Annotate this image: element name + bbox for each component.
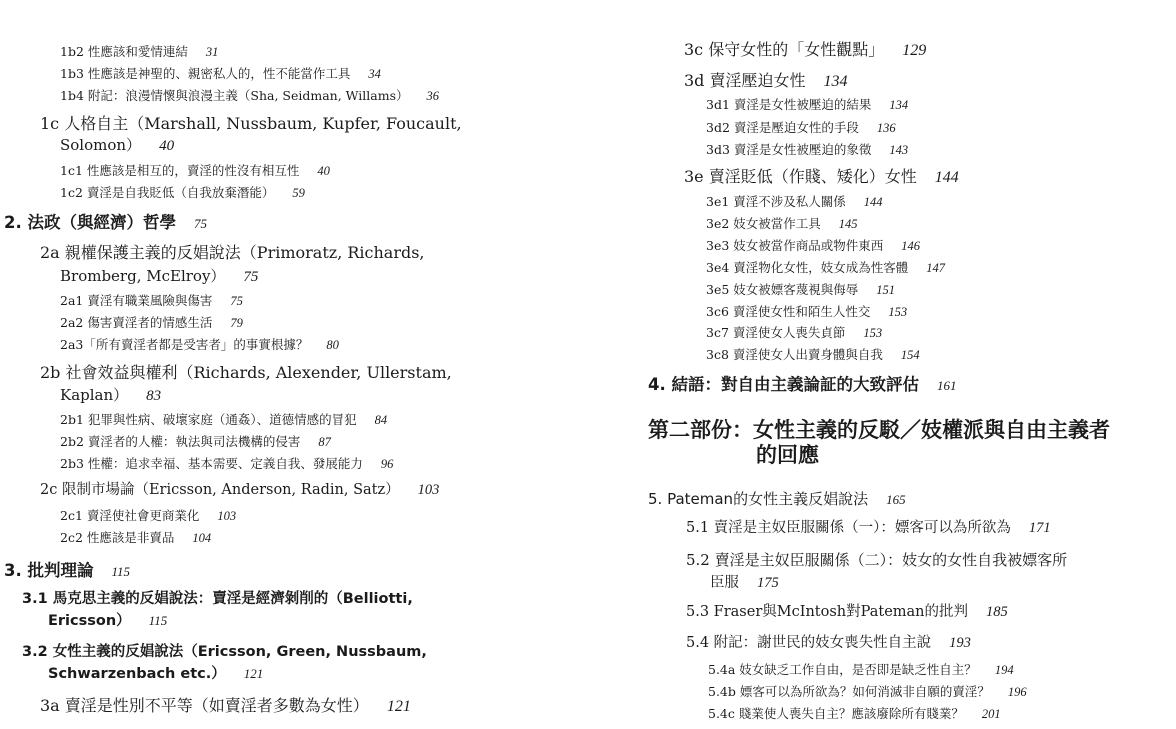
toc-entry-3d: 3d 賣淫壓迫女性 134 [684,71,848,90]
toc-entry-1c1: 1c1 性應該是相互的，賣淫的性沒有相互性 40 [60,163,330,178]
toc-entry-2a-line2: Bromberg, McElroy） 75 [60,267,259,285]
toc-entry-2c1: 2c1 賣淫使社會更商業化 103 [60,508,237,523]
toc-entry-3e5: 3e5 妓女被嫖客蔑視與侮辱 151 [706,282,896,297]
toc-entry-5-3: 5.3 Fraser與McIntosh對Pateman的批判 185 [686,604,1008,620]
toc-entry-1b3: 1b3 性應該是神聖的、親密私人的，性不能當作工具 34 [60,66,381,81]
toc-entry-3e3: 3e3 妓女被當作商品或物件東西 146 [706,238,921,253]
toc-entry-3d1: 3d1 賣淫是女性被壓迫的結果 134 [706,97,909,112]
toc-chapter-4: 4. 結語：對自由主義論証的大致評估 161 [648,375,957,394]
toc-entry-3d2: 3d2 賣淫是壓迫女性的手段 136 [706,120,896,135]
toc-entry-5-2-line1: 5.2 賣淫是主奴臣服關係（二）：妓女的女性自我被嫖客所 [686,551,1068,569]
toc-entry-3e1: 3e1 賣淫不涉及私人關係 144 [706,194,883,209]
toc-entry-3e2: 3e2 妓女被當作工具 145 [706,216,858,231]
part-two-title-line1: 第二部份：女性主義的反駁／妓權派與自由主義者 [648,418,1110,442]
toc-entry-2b-line1: 2b 社會效益與權利（Richards, Alexender, Ullerstam, [40,363,452,382]
toc-entry-3c6: 3c6 賣淫使女性和陌生人性交 153 [706,304,908,319]
toc-entry-2a1: 2a1 賣淫有職業風險與傷害 75 [60,293,243,308]
toc-entry-2a3: 2a3「所有賣淫者都是受害者」的事實根據？ 80 [60,337,339,352]
toc-entry-5-2-line2: 臣服 175 [710,575,779,591]
toc-entry-1c-line1: 1c 人格自主（Marshall, Nussbaum, Kupfer, Foucault, [40,114,462,133]
toc-entry-5-4a: 5.4a 妓女缺乏工作自由，是否即是缺乏性自主？ 194 [708,662,1014,677]
toc-entry-3d3: 3d3 賣淫是女性被壓迫的象徵 143 [706,142,909,157]
toc-entry-2a2: 2a2 傷害賣淫者的情感生活 79 [60,315,243,330]
toc-entry-2c: 2c 限制市場論（Ericsson, Anderson, Radin, Satz） 103 [40,482,440,498]
toc-entry-2b1: 2b1 犯罪與性病、破壞家庭（通姦）、道德情感的冒犯 84 [60,412,388,427]
toc-entry-1b2: 1b2 性應該和愛情連結 31 [60,44,219,59]
toc-entry-1c2: 1c2 賣淫是自我貶低（自我放棄潛能） 59 [60,185,305,200]
toc-entry-3c7: 3c7 賣淫使女人喪失貞節 153 [706,325,883,340]
toc-entry-3c: 3c 保守女性的「女性觀點」 129 [684,40,927,59]
toc-chapter-3: 3. 批判理論 115 [4,561,131,580]
toc-entry-2b-line2: Kaplan） 83 [60,386,162,404]
toc-entry-5-4c: 5.4c 賤業使人喪失自主？應該廢除所有賤業？ 201 [708,706,1001,721]
toc-entry-3-2-line2: Schwarzenbach etc.） 121 [48,666,264,682]
toc-entry-1b4: 1b4 附記：浪漫情懷與浪漫主義（Sha, Seidman, Willams） 36 [60,88,439,103]
toc-entry-3e: 3e 賣淫貶低（作賤、矮化）女性 144 [684,167,959,186]
toc-entry-5-1: 5.1 賣淫是主奴臣服關係（一）：嫖客可以為所欲為 171 [686,520,1051,536]
toc-chapter-5: 5. Pateman的女性主義反娼說法 165 [648,490,906,508]
toc-entry-2b3: 2b3 性權：追求幸福、基本需要、定義自我、發展能力 96 [60,456,394,471]
toc-entry-3-1-line1: 3.1 馬克思主義的反娼說法：賣淫是經濟剝削的（Belliotti, [22,591,413,607]
toc-entry-2c2: 2c2 性應該是非賣品 104 [60,530,212,545]
toc-entry-3-2-line1: 3.2 女性主義的反娼說法（Ericsson, Green, Nussbaum, [22,644,427,660]
toc-entry-2b2: 2b2 賣淫者的人權：執法與司法機構的侵害 87 [60,434,331,449]
part-two-title-line2: 的回應 [756,443,819,467]
toc-entry-3c8: 3c8 賣淫使女人出賣身體與自我 154 [706,347,920,362]
toc-chapter-2: 2. 法政（與經濟）哲學 75 [4,213,207,232]
toc-entry-3a: 3a 賣淫是性別不平等（如賣淫者多數為女性） 121 [40,696,411,715]
toc-entry-5-4b: 5.4b 嫖客可以為所欲為？如何消滅非自願的賣淫？ 196 [708,684,1027,699]
toc-entry-2a-line1: 2a 親權保護主義的反娼說法（Primoratz, Richards, [40,243,425,262]
toc-entry-5-4: 5.4 附記：謝世民的妓女喪失性自主說 193 [686,635,971,651]
toc-entry-3-1-line2: Ericsson） 115 [48,613,168,629]
toc-entry-3e4: 3e4 賣淫物化女性，妓女成為性客體 147 [706,260,946,275]
toc-entry-1c-line2: Solomon） 40 [60,136,175,154]
